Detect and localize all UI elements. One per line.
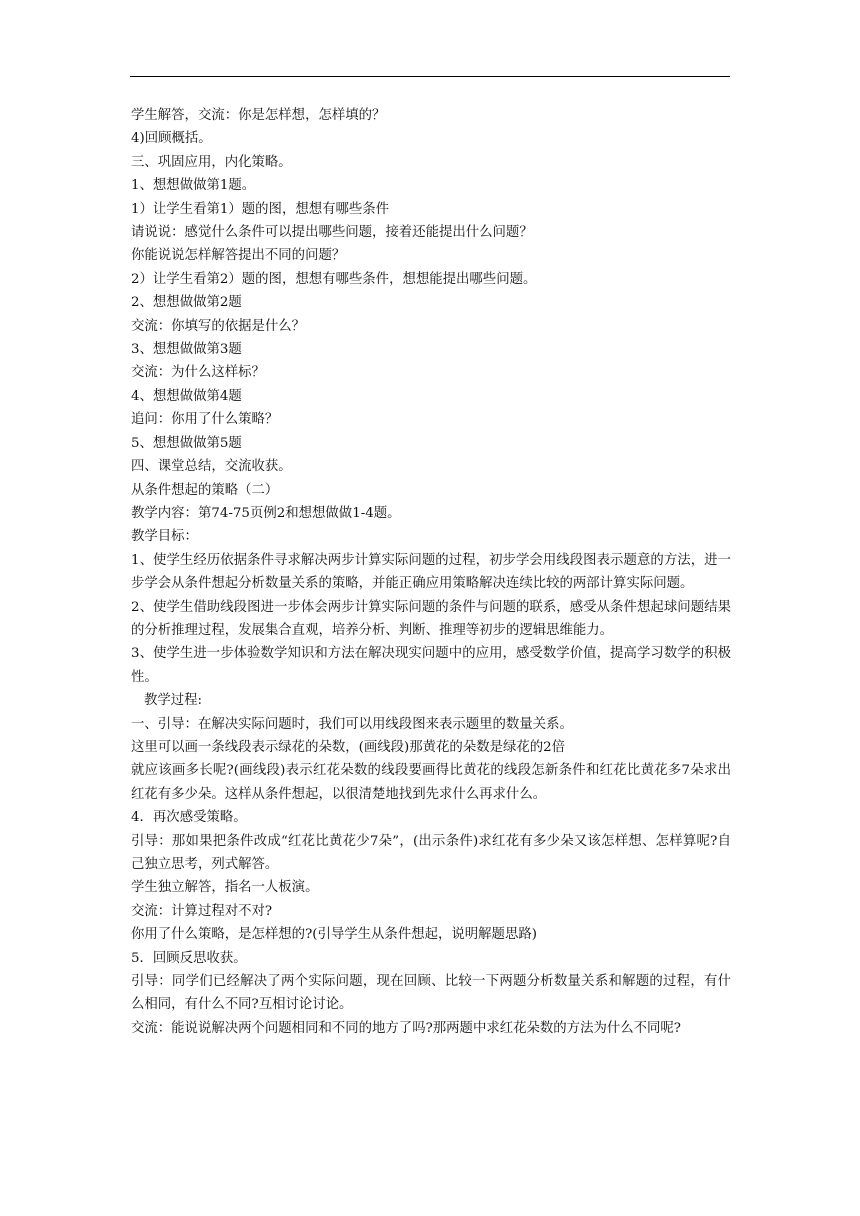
- text-line: 1、想想做做第1题。: [131, 178, 256, 194]
- text-line: 一、引导：在解决实际问题时，我们可以用线段图来表示题里的数量关系。: [131, 716, 573, 732]
- text-line: 5．回顾反思收获。: [131, 950, 247, 966]
- document-body: [131, 104, 731, 1040]
- text-line: 4)回顾概括。: [131, 131, 212, 147]
- text-paragraph: 引导：同学们已经解决了两个实际问题，现在回顾、比较一下两题分析数量关系和解题的过程，有什么相同，有什么不同?互相讨论讨论。: [131, 974, 731, 1013]
- text-line: 2、想想做做第2题: [131, 295, 242, 311]
- text-line: 交流：计算过程对不对?: [131, 903, 273, 919]
- text-paragraph: 交流：能说说解决两个问题相同和不同的地方了吗?那两题中求红花朵数的方法为什么不同呢?: [131, 1020, 681, 1036]
- text-line: 这里可以画一条线段表示绿花的朵数，(画线段)那黄花的朵数是绿花的2倍: [131, 739, 566, 755]
- text-line: 教学过程:: [144, 693, 203, 709]
- text-line: 交流：你填写的依据是什么？: [131, 318, 306, 334]
- text-paragraph: 引导：那如果把条件改成“红花比黄花少7朵”，(出示条件)求红花有多少朵又该怎样想、怎样算呢?自己独立思考，列式解答。: [131, 833, 731, 872]
- section-heading: 三、巩固应用，内化策略。: [131, 154, 292, 170]
- text-line: 教学内容：第74-75页例2和想想做做1-4题。: [131, 505, 401, 521]
- text-line: 3、想想做做第3题: [131, 342, 242, 358]
- text-line: 4、想想做做第4题: [131, 388, 242, 404]
- section-heading: 四、课堂总结，交流收获。: [131, 459, 292, 475]
- text-line: 学生独立解答，指名一人板演。: [131, 880, 319, 896]
- text-line: 你用了什么策略，是怎样想的?(引导学生从条件想起，说明解题思路): [131, 927, 537, 943]
- text-line: 追问：你用了什么策略？: [131, 412, 279, 428]
- text-line: 2）让学生看第2）题的图，想想有哪些条件，想想能提出哪些问题。: [131, 271, 537, 287]
- objective-paragraph: 1、使学生经历依据条件寻求解决两步计算实际问题的过程，初步学会用线段图表示题意的方法，进一步学会从条件想起分析数量关系的策略，并能正确应用策略解决连续比较的两部计算实际问题。: [131, 552, 731, 592]
- text-line: 请说说：感觉什么条件可以提出哪些问题，接着还能提出什么问题？: [131, 225, 533, 241]
- text-line: 你能说说怎样解答提出不同的问题？: [131, 248, 346, 264]
- objective-paragraph: 3、使学生进一步体验数学知识和方法在解决现实问题中的应用，感受数学价值，提高学习数学的积极性。: [131, 646, 731, 685]
- text-line: 1）让学生看第1）题的图，想想有哪些条件: [131, 201, 390, 217]
- lesson-title: 从条件想起的策略（二）: [131, 482, 279, 498]
- text-line: 学生解答，交流：你是怎样想，怎样填的？: [131, 108, 386, 123]
- text-line: 4．再次感受策略。: [131, 810, 247, 826]
- text-line: 5、想想做做第5题: [131, 435, 242, 451]
- text-paragraph: 就应该画多长呢?(画线段)表示红花朵数的线段要画得比黄花的线段怎新条件和红花比黄花多7朵求出红花有多少朵。这样从条件想起，以很清楚地找到先求什么再求什么。: [131, 763, 731, 802]
- text-line: 教学目标：: [131, 529, 198, 545]
- objective-paragraph: 2、使学生借助线段图进一步体会两步计算实际问题的条件与问题的联系，感受从条件想起球问题结果的分析推理过程，发展集合直观，培养分析、判断、推理等初步的逻辑思维能力。: [131, 599, 731, 638]
- header-rule: [130, 76, 730, 77]
- text-line: 交流：为什么这样标？: [131, 365, 265, 381]
